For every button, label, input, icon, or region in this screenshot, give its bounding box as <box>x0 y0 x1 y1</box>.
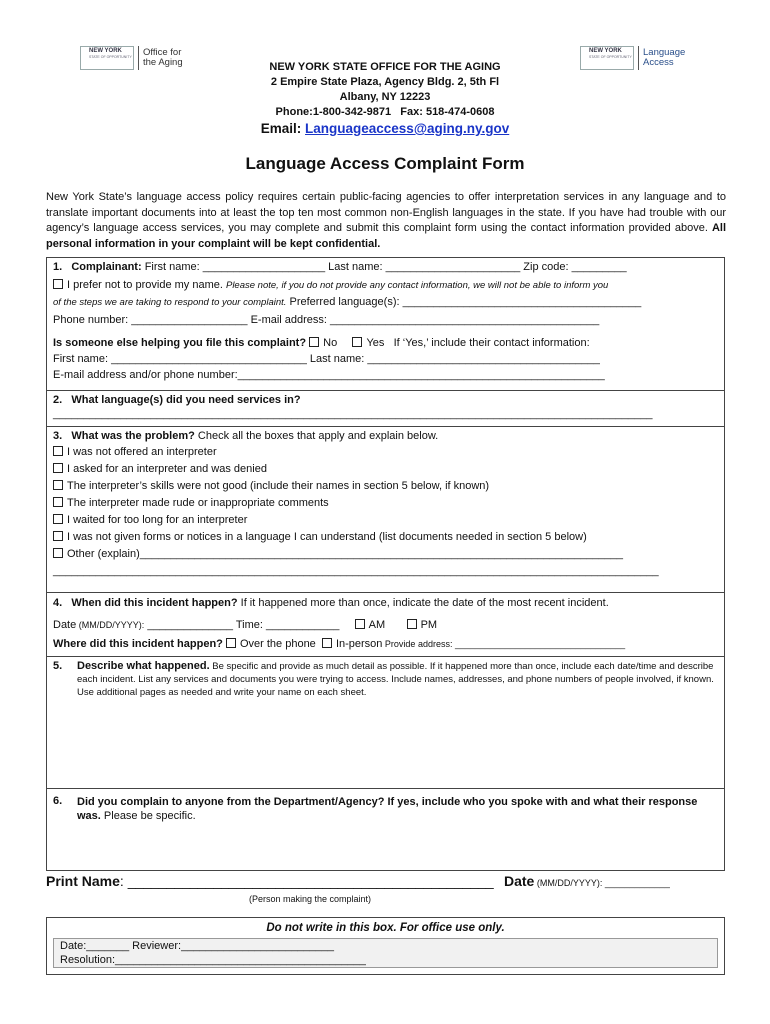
complainant-name-fields[interactable]: First name: ____________________ Last name: ______________________ Zip code: _________ <box>141 261 627 273</box>
logo-line-1: Language <box>643 47 686 58</box>
in-person-checkbox[interactable] <box>322 638 332 648</box>
problem-checkbox[interactable] <box>53 531 63 541</box>
intro-paragraph: New York State’s language access policy requires certain public-facing agencies to offer interpretation services in any language and to translate important documents into at least the top ten most common non-English languages in the state. If you have had trouble with our agency’s language access services, you may complete and submit this complaint form using the contact information provided above. All personal information in your complaint will be kept confidential. <box>46 191 726 250</box>
helper-no-checkbox[interactable] <box>309 337 319 347</box>
section-3-problem: 3. What was the problem? Check all the boxes that apply and explain below. I was not offered an interpreter I asked for an interpreter and was denied The interpreter’s skills were not good (include their names in section 5 below, if known) The interpreter made rude or inappropriate comments I waited for too long for an interpreter I was not given forms or notices in a language I can understand (list documents needed in section 5 below) Other (explain)_______________________________________________________________________________ ___________________________________________________________________________________________________ <box>46 427 725 593</box>
form-title: Language Access Complaint Form <box>245 154 525 173</box>
office-date-reviewer: Date:_______ Reviewer:_________________________ <box>60 940 335 952</box>
prefer-not-checkbox[interactable] <box>53 279 63 289</box>
address-line-2: Albany, NY 12223 <box>339 91 431 103</box>
email-line: Email: Languageaccess@aging.ny.gov <box>260 121 510 136</box>
helper-contact-field[interactable]: E-mail address and/or phone number:____________________________________________________________ <box>53 369 605 381</box>
problem-explain-field[interactable]: ___________________________________________________________________________________________________ <box>53 565 659 577</box>
logo-line-2: the Aging <box>143 57 183 68</box>
print-name-field[interactable]: : _______________________________________________ <box>119 873 494 889</box>
print-name-caption: (Person making the complaint) <box>248 894 372 904</box>
section-5-describe[interactable]: 5. Describe what happened. Be specific and provide as much detail as possible. If it happened more than once, include each date/time and describe each incident. List any services and documents you were trying to access. Include names, addresses, and phone numbers of people involved, if known. Use additional pages as needed and write your name on each sheet. <box>46 657 725 789</box>
section-1-complainant: 1. Complainant: First name: ____________________ Last name: ______________________ Zip code: _________ I prefer not to provide my name. Please note, if you do not provide any contact information, we will not be able to inform you of the steps we are taking to respond to your complaint. Preferred language(s): _______________________________________ Phone number: ___________________ E-mail address: ____________________________________________ Is someone else helping you file this complaint? No Yes If ‘Yes,’ include their contact information: First name: ________________________________ Last name: ______________________________________ E-mail address and/or phone number:____________________________________________________________ <box>46 257 725 391</box>
sign-date-field[interactable]: (MM/DD/YYYY): _____________ <box>534 878 670 888</box>
am-checkbox[interactable] <box>355 619 365 629</box>
logo-line-1: Office for <box>143 47 182 58</box>
problem-checkbox[interactable] <box>53 548 63 558</box>
helper-yes-checkbox[interactable] <box>352 337 362 347</box>
print-name-row: Print Name: _______________________________________________ <box>46 873 494 889</box>
section-4-when: 4. When did this incident happen? If it happened more than once, indicate the date of the most recent incident. Date (MM/DD/YYYY): ______________ Time: ____________ AM PM Where did this incident happen? Over the phone In-person Provide address: __________________________________ <box>46 593 725 657</box>
logo-line-2: Access <box>643 57 674 68</box>
sign-date-row: Date (MM/DD/YYYY): _____________ <box>504 873 670 889</box>
phone-fax: Phone:1-800-342-9871 Fax: 518-474-0608 <box>275 106 495 118</box>
section-6-complain[interactable]: 6. Did you complain to anyone from the Department/Agency? If yes, include who you spoke with and what their response was. Please be specific. <box>46 789 725 871</box>
preferred-language-field[interactable]: Preferred language(s): _______________________________________ <box>286 296 642 308</box>
problem-checkbox[interactable] <box>53 463 63 473</box>
ny-state-logo-icon: NEW YORK STATE OF OPPORTUNITY <box>580 46 634 70</box>
email-link[interactable]: Languageaccess@aging.ny.gov <box>305 121 510 136</box>
pm-checkbox[interactable] <box>407 619 417 629</box>
over-phone-checkbox[interactable] <box>226 638 236 648</box>
agency-name: NEW YORK STATE OFFICE FOR THE AGING <box>269 61 501 73</box>
problem-checkbox[interactable] <box>53 514 63 524</box>
ny-state-logo-icon: NEW YORK STATE OF OPPORTUNITY <box>80 46 134 70</box>
address-field[interactable]: Provide address: __________________________________ <box>382 639 626 649</box>
helper-name-fields[interactable]: First name: ________________________________ Last name: ______________________________________ <box>53 353 600 365</box>
section-2-language: 2. What language(s) did you need services in? __________________________________________________________________________________________________ <box>46 391 725 427</box>
office-use-box <box>46 917 725 975</box>
address-line-1: 2 Empire State Plaza, Agency Bldg. 2, 5th Fl <box>270 76 500 88</box>
date-time-fields[interactable]: ______________ Time: ____________ <box>144 619 340 631</box>
problem-checkbox[interactable] <box>53 497 63 507</box>
problem-checkbox[interactable] <box>53 446 63 456</box>
office-use-title: Do not write in this box. For office use only. <box>266 922 505 934</box>
phone-email-fields[interactable]: Phone number: ___________________ E-mail address: ____________________________________________ <box>53 314 600 326</box>
problem-checkbox[interactable] <box>53 480 63 490</box>
language-field[interactable]: __________________________________________________________________________________________________ <box>53 408 653 420</box>
office-resolution: Resolution:_________________________________________ <box>60 954 366 966</box>
